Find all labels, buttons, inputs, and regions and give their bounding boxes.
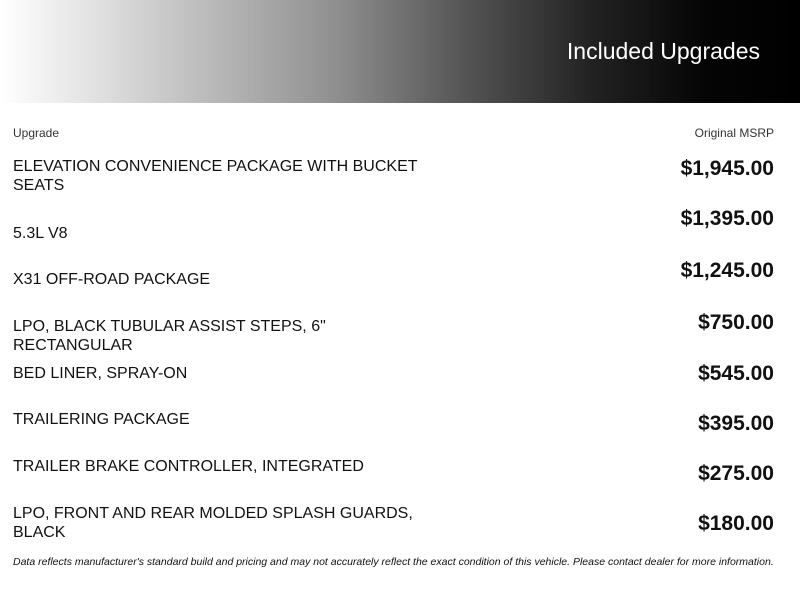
upgrade-name: TRAILERING PACKAGE [13, 411, 190, 428]
upgrade-name: LPO, BLACK TUBULAR ASSIST STEPS, 6" RECTANGULAR [13, 318, 326, 354]
upgrade-price: $275.00 [698, 462, 774, 485]
upgrade-price: $395.00 [698, 412, 774, 435]
msrp-column-header: Original MSRP [694, 126, 774, 140]
upgrade-price: $1,945.00 [680, 157, 774, 180]
upgrade-name: TRAILER BRAKE CONTROLLER, INTEGRATED [13, 458, 364, 475]
upgrade-price: $1,245.00 [680, 259, 774, 282]
upgrade-price: $1,395.00 [680, 207, 774, 230]
upgrade-price: $750.00 [698, 311, 774, 334]
upgrade-column-header: Upgrade [13, 126, 60, 140]
upgrade-price: $545.00 [698, 362, 774, 385]
upgrade-name: X31 OFF-ROAD PACKAGE [13, 271, 211, 288]
page-title: Included Upgrades [566, 38, 760, 64]
upgrade-name: LPO, FRONT AND REAR MOLDED SPLASH GUARDS, BLACK [13, 505, 413, 541]
disclaimer-text: Data reflects manufacturer's standard build and pricing and may not accurately reflect the exact condition of this vehicle. Please contact dealer for more information. [13, 556, 774, 568]
upgrade-price: $180.00 [698, 512, 774, 535]
upgrade-name: BED LINER, SPRAY-ON [13, 365, 188, 382]
upgrade-name: ELEVATION CONVENIENCE PACKAGE WITH BUCKET SEATS [13, 158, 418, 194]
upgrade-name: 5.3L V8 [13, 225, 68, 242]
